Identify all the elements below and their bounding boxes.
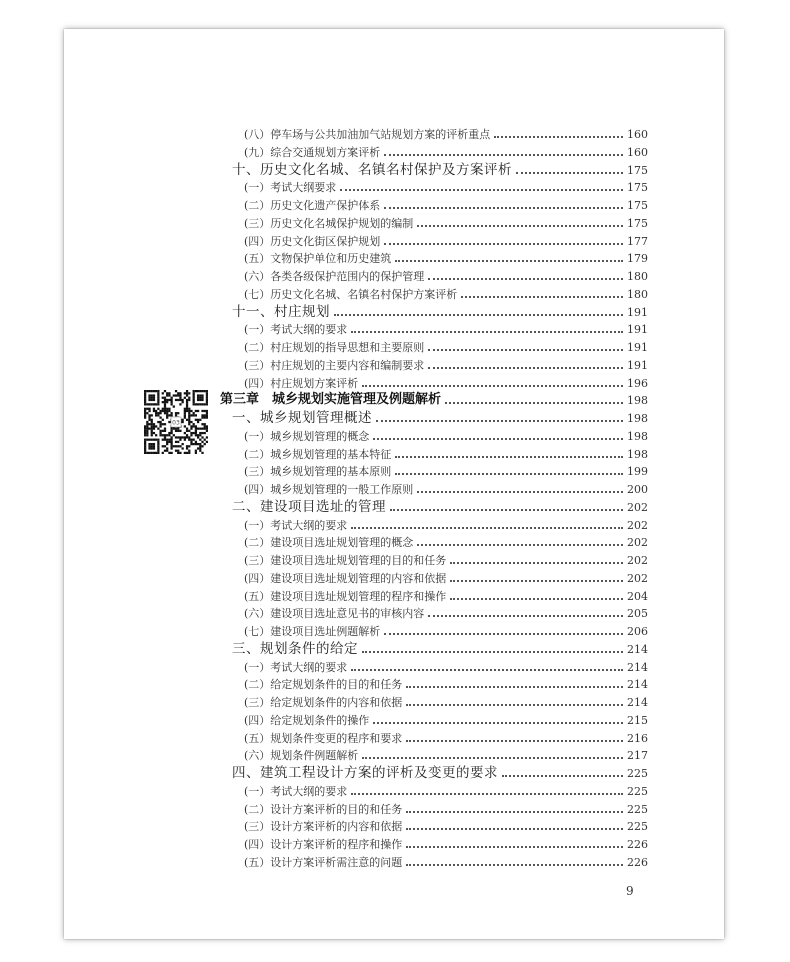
toc-entry-page: 225 <box>627 820 648 834</box>
toc-entry-page: 200 <box>627 483 648 496</box>
dot-leader <box>417 544 623 546</box>
toc-entry-page: 199 <box>627 465 648 479</box>
toc-entry-page: 214 <box>627 696 648 709</box>
dot-leader <box>395 456 623 458</box>
toc-subsection <box>244 745 648 763</box>
dot-leader <box>406 864 623 866</box>
toc-entry-title: (四）设计方案评析的程序和操作 <box>244 838 403 851</box>
dot-leader <box>428 278 623 280</box>
toc-entry-page: 214 <box>627 642 648 656</box>
toc-subsection <box>244 834 648 852</box>
dot-leader <box>351 793 623 795</box>
qr-code-image <box>144 390 208 454</box>
toc-subsection <box>244 550 648 568</box>
toc-entry-title: 十、历史文化名城、名镇名村保护及方案评析 <box>232 161 512 178</box>
toc-subsection <box>244 799 648 817</box>
toc-entry-title: (六）建设项目选址意见书的审核内容 <box>244 607 425 621</box>
dot-leader <box>502 775 623 777</box>
toc-entry-title: (七）建设项目选址例题解析 <box>244 625 381 638</box>
toc-entry-title: (一）考试大纲的要求 <box>244 323 348 337</box>
toc-subsection <box>244 816 648 834</box>
toc-subsection <box>244 266 648 284</box>
toc-entry-page: 198 <box>627 412 648 425</box>
toc-entry-title: (六）各类各级保护范围内的保护管理 <box>244 270 425 283</box>
toc-entry-page: 202 <box>627 571 648 585</box>
toc-entry-page: 179 <box>627 252 648 266</box>
toc-subsection <box>244 692 648 710</box>
toc-entry-title: (三）给定规划条件的内容和依据 <box>244 696 403 709</box>
toc-entry-title: (三）城乡规划管理的基本原则 <box>244 465 392 479</box>
toc-entry-page: 216 <box>627 731 648 745</box>
dot-leader <box>384 243 623 245</box>
toc-entry-page: 198 <box>627 447 648 461</box>
toc-section <box>232 763 648 781</box>
toc-entry-title: 三、规划条件的给定 <box>232 640 358 657</box>
toc-subsection <box>244 461 648 479</box>
toc-entry-title: (一）城乡规划管理的概念 <box>244 429 370 443</box>
dot-leader <box>428 367 623 369</box>
toc-entry-title: (三）设计方案评析的内容和依据 <box>244 820 403 834</box>
dot-leader <box>351 331 623 333</box>
toc-entry-page: 225 <box>627 767 648 780</box>
dot-leader <box>362 385 623 387</box>
toc-entry-title: (二）历史文化遗产保护体系 <box>244 199 381 212</box>
toc-entry-page: 202 <box>627 518 648 532</box>
toc-section <box>232 639 648 657</box>
toc-subsection <box>244 586 648 604</box>
toc-chapter <box>220 390 648 408</box>
toc-subsection <box>244 657 648 675</box>
toc-subsection <box>244 603 648 621</box>
dot-leader <box>395 473 623 475</box>
dot-leader <box>417 491 623 493</box>
dot-leader <box>417 225 623 227</box>
toc-entry-page: 205 <box>627 607 648 621</box>
toc-subsection <box>244 444 648 462</box>
dot-leader <box>395 260 623 262</box>
toc-section <box>232 497 648 515</box>
toc-entry-title: (五）设计方案评析需注意的问题 <box>244 855 403 869</box>
dot-leader <box>450 562 623 564</box>
dot-leader <box>362 651 623 653</box>
dot-leader <box>406 846 623 848</box>
dot-leader <box>406 686 623 688</box>
toc-subsection <box>244 674 648 692</box>
toc-entry-page: 226 <box>627 838 648 851</box>
toc-subsection <box>244 248 648 266</box>
toc-entry-title: (三）建设项目选址规划管理的目的和任务 <box>244 554 447 567</box>
toc-entry-title: (二）村庄规划的指导思想和主要原则 <box>244 341 425 354</box>
toc-entry-title: (四）建设项目选址规划管理的内容和依据 <box>244 571 447 585</box>
dot-leader <box>373 438 623 440</box>
toc-subsection <box>244 124 648 142</box>
toc-subsection <box>244 177 648 195</box>
toc-entry-page: 214 <box>627 660 648 674</box>
toc-entry-page: 175 <box>627 163 648 177</box>
toc-entry-title: 十一、村庄规划 <box>232 303 330 320</box>
toc-entry-page: 217 <box>627 749 648 763</box>
toc-subsection <box>244 781 648 799</box>
page-number: 9 <box>626 884 634 898</box>
dot-leader <box>384 633 623 635</box>
toc-entry-page: 191 <box>627 305 648 319</box>
toc-subsection <box>244 532 648 550</box>
toc-entry-title: (一）考试大纲的要求 <box>244 518 348 532</box>
toc-entry-page: 202 <box>627 554 648 567</box>
dot-leader <box>384 207 623 209</box>
toc-entry-title: (四）历史文化街区保护规划 <box>244 234 381 248</box>
toc-entry-title: (二）城乡规划管理的基本特征 <box>244 447 392 461</box>
toc-entry-title: (二）建设项目选址规划管理的概念 <box>244 536 414 550</box>
dot-leader <box>376 420 623 422</box>
dot-leader <box>334 314 623 316</box>
dot-leader <box>406 740 623 742</box>
toc-entry-page: 175 <box>627 181 648 195</box>
toc-entry-title: 第三章 城乡规划实施管理及例题解析 <box>220 392 442 408</box>
toc-entry-page: 177 <box>627 234 648 248</box>
toc-subsection <box>244 142 648 160</box>
toc-subsection <box>244 728 648 746</box>
toc-entry-page: 175 <box>627 216 648 230</box>
toc-entry-title: (七）历史文化名城、名镇名村保护方案评析 <box>244 287 458 301</box>
toc-subsection <box>244 426 648 444</box>
toc-section <box>232 302 648 320</box>
toc-entry-page: 202 <box>627 500 648 514</box>
qr-code-label: 03 <box>172 419 180 427</box>
toc-entry-page: 160 <box>627 145 648 159</box>
dot-leader <box>390 509 623 511</box>
toc-entry-title: (六）规划条件例题解析 <box>244 749 359 763</box>
toc-entry-page: 160 <box>627 128 648 141</box>
dot-leader <box>450 580 623 582</box>
toc-subsection <box>244 373 648 391</box>
toc-subsection <box>244 231 648 249</box>
toc-entry-page: 225 <box>627 784 648 798</box>
toc-entry-page: 191 <box>627 323 648 337</box>
toc-entry-title: (五）规划条件变更的程序和要求 <box>244 731 403 745</box>
dot-leader <box>351 527 623 529</box>
toc-section <box>232 160 648 178</box>
toc-entry-title: (三）村庄规划的主要内容和编制要求 <box>244 358 425 372</box>
toc-entry-title: (五）文物保护单位和历史建筑 <box>244 252 392 266</box>
toc-entry-page: 175 <box>627 199 648 212</box>
toc-subsection <box>244 710 648 728</box>
dot-leader <box>428 349 623 351</box>
toc-entry-title: (一）考试大纲的要求 <box>244 784 348 798</box>
dot-leader <box>516 172 623 174</box>
dot-leader <box>461 296 623 298</box>
toc-subsection <box>244 355 648 373</box>
dot-leader <box>351 669 623 671</box>
toc-subsection <box>244 852 648 870</box>
toc-section <box>232 408 648 426</box>
toc-subsection <box>244 284 648 302</box>
dot-leader <box>494 136 623 138</box>
toc-subsection <box>244 479 648 497</box>
toc-entry-page: 204 <box>627 589 648 603</box>
dot-leader <box>450 598 623 600</box>
toc-entry-page: 191 <box>627 358 648 372</box>
document-page <box>64 29 724 939</box>
toc-entry-title: 一、城乡规划管理概述 <box>232 410 372 426</box>
toc-subsection <box>244 621 648 639</box>
toc-subsection <box>244 568 648 586</box>
dot-leader <box>340 189 623 191</box>
toc-entry-page: 180 <box>627 270 648 283</box>
toc-entry-title: 二、建设项目选址的管理 <box>232 498 386 515</box>
toc-subsection <box>244 195 648 213</box>
toc-subsection <box>244 337 648 355</box>
toc-subsection <box>244 319 648 337</box>
toc-entry-page: 180 <box>627 287 648 301</box>
toc-entry-page: 196 <box>627 376 648 390</box>
toc-subsection <box>244 515 648 533</box>
toc-entry-page: 226 <box>627 855 648 869</box>
toc-entry-page: 202 <box>627 536 648 550</box>
dot-leader <box>428 615 623 617</box>
dot-leader <box>362 757 623 759</box>
toc-entry-page: 191 <box>627 341 648 354</box>
toc-entry-page: 225 <box>627 802 648 816</box>
toc-entry-title: (八）停车场与公共加油加气站规划方案的评析重点 <box>244 128 491 141</box>
toc-entry-title: (九）综合交通规划方案评析 <box>244 145 381 159</box>
toc-entry-title: 四、建筑工程设计方案的评析及变更的要求 <box>232 765 498 781</box>
dot-leader <box>384 154 623 156</box>
dot-leader <box>373 722 623 724</box>
toc-subsection <box>244 213 648 231</box>
toc-entry-title: (四）给定规划条件的操作 <box>244 713 370 727</box>
toc-entry-title: (一）考试大纲要求 <box>244 181 337 195</box>
toc-entry-page: 198 <box>627 429 648 443</box>
dot-leader <box>406 811 623 813</box>
toc-entry-page: 206 <box>627 625 648 638</box>
toc-entry-title: (三）历史文化名城保护规划的编制 <box>244 216 414 230</box>
toc-entry-title: (五）建设项目选址规划管理的程序和操作 <box>244 589 447 603</box>
dot-leader <box>406 704 623 706</box>
toc-entry-page: 215 <box>627 713 648 727</box>
toc-entry-title: (四）城乡规划管理的一般工作原则 <box>244 483 414 496</box>
toc-entry-title: (四）村庄规划方案评析 <box>244 376 359 390</box>
dot-leader <box>445 402 623 404</box>
toc-entry-page: 214 <box>627 678 648 692</box>
toc-entry-title: (二）设计方案评析的目的和任务 <box>244 802 403 816</box>
toc-entry-title: (二）给定规划条件的目的和任务 <box>244 678 403 692</box>
toc-entry-page: 198 <box>627 394 648 408</box>
toc-entry-title: (一）考试大纲的要求 <box>244 660 348 674</box>
dot-leader <box>406 828 623 830</box>
